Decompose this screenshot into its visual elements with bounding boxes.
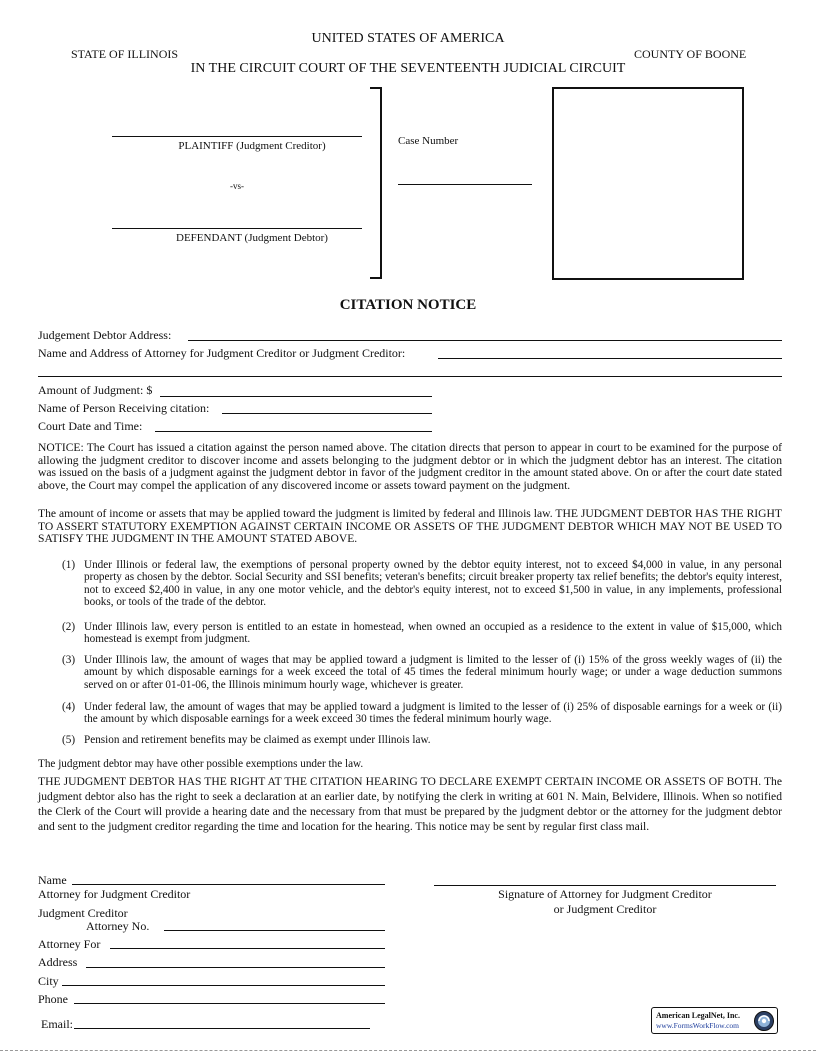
city-label: City	[38, 974, 59, 988]
notice-paragraph: NOTICE: The Court has issued a citation against the person named above. The citation directs that person to appear in court to be examined for the purpose of allowing the judgment creditor to discover income and assets belonging to the judgment debtor or in which the judgment debtor has an interest. The citation was issued on the basis of a judgment against the judgment debtor in favor of the judgment creditor in the amount stated above. On or after the court date stated above, the Court may compel the application of any discovered income or assets toward payment on the judgment.	[38, 441, 782, 492]
signature-caption-1: Signature of Attorney for Judgment Creditor	[498, 887, 712, 901]
attorney-address-line-2[interactable]	[38, 376, 782, 377]
plaintiff-label: PLAINTIFF (Judgment Creditor)	[178, 140, 326, 152]
exemption-item	[62, 559, 782, 613]
city-line[interactable]	[62, 985, 385, 986]
country-heading: UNITED STATES OF AMERICA	[311, 31, 505, 46]
attorney-no-line[interactable]	[164, 930, 385, 931]
amount-line[interactable]	[160, 396, 432, 397]
exemption-number: (1)	[62, 559, 76, 571]
exemption-item	[62, 701, 782, 729]
signature-line[interactable]	[434, 885, 776, 886]
exemption-number: (3)	[62, 654, 76, 666]
debtor-address-label: Judgement Debtor Address:	[38, 328, 172, 342]
other-exemptions: The judgment debtor may have other possible exemptions under the law.	[38, 758, 364, 770]
signature-caption-2: or Judgment Creditor	[553, 902, 657, 916]
exemption-item	[62, 654, 782, 696]
attorney-for-creditor-label: Attorney for Judgment Creditor	[38, 887, 191, 901]
court-date-line[interactable]	[155, 431, 432, 432]
clerk-stamp-box	[552, 87, 744, 280]
phone-label: Phone	[38, 992, 68, 1006]
attorney-for-line[interactable]	[110, 948, 385, 949]
hearing-paragraph: THE JUDGMENT DEBTOR HAS THE RIGHT AT THE CITATION HEARING TO DECLARE EXEMPT CERTAIN INCOME OR ASSETS OF BOTH. The judgment debtor also has the right to seek a declaration at an earlier date, by notifying the clerk in writing at 601 N. Main, Belvidere, Illinois. When so notified the Clerk of the Court will provide a hearing date and the necessary from that must be prepared by the judgment debtor or the attorney for the judgment debtor and sent to the judgment creditor regarding the time and location for the hearing. This notice may be sent by regular first class mail.	[38, 775, 782, 833]
email-label: Email:	[41, 1017, 73, 1031]
court-date-label: Court Date and Time:	[38, 419, 143, 433]
plaintiff-line[interactable]	[112, 136, 362, 137]
phone-line[interactable]	[74, 1003, 385, 1004]
case-number-line[interactable]	[398, 184, 532, 185]
person-receiving-label: Name of Person Receiving citation:	[38, 401, 210, 415]
logo-url: www.FormsWorkFlow.com	[656, 1021, 740, 1030]
address-label: Address	[38, 955, 78, 969]
attorney-address-label: Name and Address of Attorney for Judgment Creditor or Judgment Creditor:	[38, 346, 406, 360]
debtor-address-line[interactable]	[188, 340, 782, 341]
exemption-text: Under Illinois law, the amount of wages that may be applied toward a judgment is limited to the lesser of (i) 15% of the gross weekly wages of (ii) the amount by which disposable earnings for a week exceed the total of 45 times the federal minimum hourly wage; or under a wage deduction summons served on or after 01-01-06, the Illinois minimum hourly wage, whichever is greater.	[84, 654, 782, 691]
exemption-number: (5)	[62, 734, 76, 746]
defendant-line[interactable]	[112, 228, 362, 229]
name-line[interactable]	[72, 884, 385, 885]
amount-label: Amount of Judgment: $	[38, 383, 153, 397]
vs-label: -vs-	[230, 181, 244, 191]
limit-paragraph: The amount of income or assets that may be applied toward the judgment is limited by federal and Illinois law. THE JUDGMENT DEBTOR HAS THE RIGHT TO ASSERT STATUTORY EXEMPTION AGAINST CERTAIN INCOME OR ASSETS OF THE JUDGMENT DEBTOR WHICH MAY NOT BE USED TO SATISFY THE JUDGMENT IN THE AMOUNT STATED ABOVE.	[38, 507, 782, 546]
logo-company: American LegalNet, Inc.	[656, 1011, 740, 1020]
exemption-text: Pension and retirement benefits may be claimed as exempt under Illinois law.	[84, 734, 431, 746]
attorney-address-line[interactable]	[438, 358, 782, 359]
footer-logo[interactable]	[651, 1007, 778, 1034]
page-title: CITATION NOTICE	[339, 297, 477, 313]
exemption-text: Under Illinois law, every person is entitled to an estate in homestead, when owned an occupied as a residence to the extent in value of $15,000, which homestead is exempt from judgment.	[84, 621, 782, 646]
attorney-for-label: Attorney For	[38, 937, 101, 951]
attorney-no-label: Attorney No.	[86, 919, 150, 933]
state-label: STATE OF ILLINOIS	[71, 47, 179, 61]
case-number-label: Case Number	[398, 135, 459, 147]
exemption-text: Under Illinois or federal law, the exemptions of personal property owned by the debtor equity interest, not to exceed $4,000 in value, in any personal property as chosen by the debtor. Social Security and SSI benefits; veteran's benefits; circuit breaker property tax relief benefits; the debtor's equity interest, not to exceed $2,400 in value, in any one motor vehicle, and the debtor's equity interest, not to exceed $1,500 in value, in any implements, professional books, or tools of the trade of the debtor.	[84, 559, 782, 609]
person-receiving-line[interactable]	[222, 413, 432, 414]
caption-bracket	[370, 87, 382, 279]
defendant-label: DEFENDANT (Judgment Debtor)	[176, 232, 328, 244]
address-line[interactable]	[86, 967, 385, 968]
exemption-number: (2)	[62, 621, 76, 633]
exemption-item	[62, 734, 782, 748]
name-label: Name	[38, 873, 67, 887]
globe-icon	[753, 1010, 775, 1032]
judgment-creditor-label: Judgment Creditor	[38, 906, 128, 920]
email-line[interactable]	[74, 1028, 370, 1029]
scan-edge	[0, 1050, 816, 1052]
exemption-number: (4)	[62, 701, 76, 713]
exemption-text: Under federal law, the amount of wages that may be applied toward a judgment is limited to the lesser of (i) 25% of disposable earnings for a week or (ii) the amount by which disposable earnings for a week exceed 30 times the federal minimum hourly wage.	[84, 701, 782, 726]
court-heading: IN THE CIRCUIT COURT OF THE SEVENTEENTH JUDICIAL CIRCUIT	[190, 61, 626, 76]
exemption-item	[62, 621, 782, 649]
county-label: COUNTY OF BOONE	[634, 47, 747, 61]
